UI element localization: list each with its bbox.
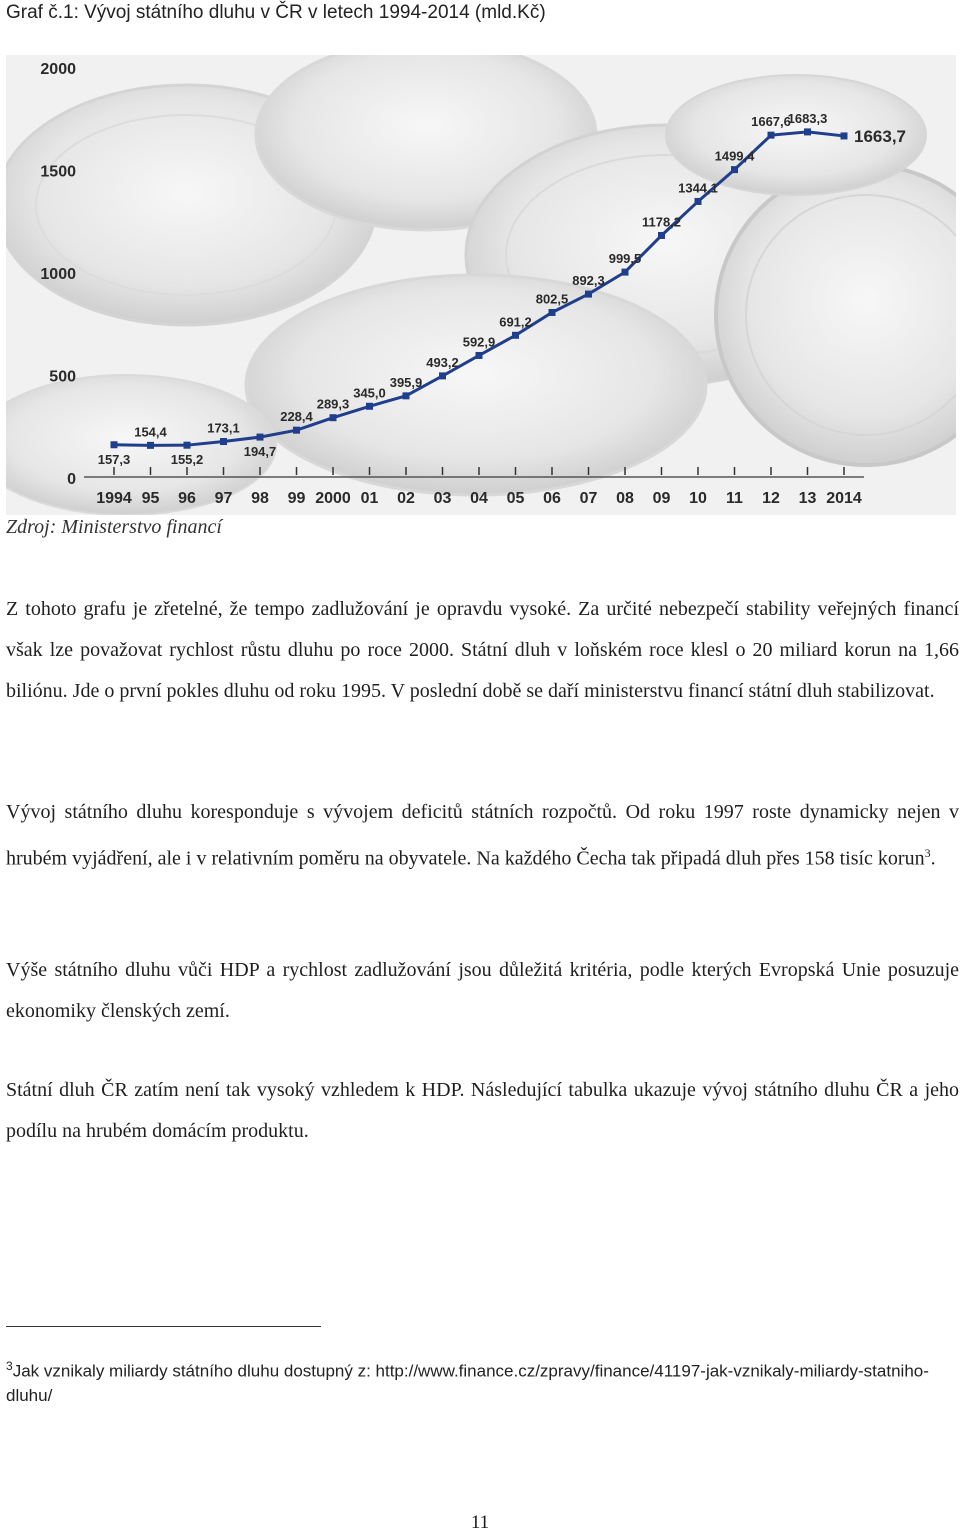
x-tick-label: 99	[287, 490, 306, 507]
debt-chart-svg	[6, 55, 956, 515]
data-point	[549, 309, 556, 316]
data-point	[512, 332, 519, 339]
footnote-text: Jak vznikaly miliardy státního dluhu dostupný z: http://www.finance.cz/zpravy/finance/41197-jak-vznikaly-miliardy-statniho-dluhu/	[6, 1361, 929, 1405]
data-point	[184, 442, 191, 449]
x-tick-label: 03	[433, 490, 452, 507]
page-number: 11	[470, 1512, 490, 1533]
data-label: 173,1	[207, 420, 240, 436]
y-tick-label: 0	[67, 471, 76, 488]
paragraph-3: Výše státního dluhu vůči HDP a rychlost zadlužování jsou důležitá kritéria, podle kterých Evropská Unie posuzuje ekonomiky členských zemí.	[6, 959, 959, 1022]
x-tick-label: 13	[798, 490, 817, 507]
x-tick-label: 11	[726, 490, 743, 507]
data-label: 802,5	[535, 291, 569, 307]
data-point	[293, 427, 300, 434]
x-tick-label: 06	[543, 490, 561, 507]
data-label: 157,3	[97, 451, 131, 467]
x-tick-label: 09	[652, 490, 671, 507]
y-tick-label: 1000	[40, 266, 76, 283]
data-point	[658, 232, 665, 239]
x-tick-label: 02	[397, 490, 415, 507]
data-point	[220, 438, 227, 445]
x-tick-label: 12	[762, 490, 780, 507]
data-label: 1667,6	[751, 114, 791, 130]
x-tick-label: 98	[251, 490, 269, 507]
data-point	[439, 372, 446, 379]
x-tick-label: 04	[470, 490, 488, 507]
data-label: 1663,7	[854, 126, 906, 146]
data-point	[147, 442, 154, 449]
footnote-reference[interactable]: 3	[924, 846, 931, 860]
data-label: 691,2	[499, 314, 532, 330]
figure-caption: Graf č.1: Vývoj státního dluhu v ČR v letech 1994-2014 (mld.Kč)	[6, 2, 546, 23]
data-label: 1344,1	[678, 180, 718, 196]
chart-source: Zdroj: Ministerstvo financí	[6, 516, 222, 538]
footnote-divider	[6, 1326, 321, 1327]
paragraph-2	[6, 792, 959, 880]
data-label: 228,4	[280, 409, 313, 425]
x-tick-label: 97	[214, 490, 233, 507]
data-point	[768, 132, 775, 139]
data-label: 1499,4	[714, 148, 755, 164]
data-point	[257, 434, 264, 441]
x-tick-label: 96	[178, 490, 196, 507]
x-tick-label: 07	[579, 490, 598, 507]
x-tick-label: 2000	[315, 490, 351, 507]
data-label: 999,5	[608, 251, 642, 267]
paragraph-2-text: Vývoj státního dluhu koresponduje s vývojem deficitů státních rozpočtů. Od roku 1997 roste dynamicky nejen v hrubém vyjádření, ale i v relativním poměru na obyvatele. Na každého Čecha tak připadá dluh přes 158 tisíc korun	[6, 801, 959, 870]
x-tick-label: 05	[506, 490, 525, 507]
data-label: 1683,3	[787, 110, 828, 126]
y-tick-label: 1500	[40, 163, 76, 181]
x-tick-label: 10	[689, 490, 707, 507]
y-tick-label: 500	[49, 368, 76, 386]
data-label: 289,3	[316, 396, 350, 412]
data-point	[366, 403, 373, 410]
data-label: 395,9	[389, 374, 423, 390]
x-tick-label: 1994	[96, 490, 132, 507]
data-label: 194,7	[243, 444, 277, 460]
data-label: 345,0	[353, 385, 386, 401]
data-point	[476, 352, 483, 359]
paragraph-2-end: .	[930, 847, 936, 870]
x-tick-label: 01	[360, 490, 379, 507]
paragraph-4: Státní dluh ČR zatím není tak vysoký vzhledem k HDP. Následující tabulka ukazuje vývoj státního dluhu ČR a jeho podílu na hrubém domácím produktu.	[6, 1079, 959, 1142]
data-label: 1178,2	[641, 214, 682, 230]
data-point	[622, 269, 629, 276]
footnote	[6, 1354, 959, 1408]
data-point	[695, 198, 702, 205]
data-label: 493,2	[426, 354, 459, 370]
debt-chart	[6, 55, 956, 515]
footnote-marker: 3	[6, 1359, 13, 1373]
data-label: 155,2	[170, 452, 204, 468]
data-point	[804, 128, 811, 135]
x-tick-label: 08	[616, 490, 634, 507]
data-point	[111, 441, 118, 448]
x-tick-label: 95	[141, 490, 160, 507]
data-label: 892,3	[572, 273, 605, 289]
data-label: 592,9	[462, 334, 496, 350]
x-tick-label: 2014	[826, 490, 862, 507]
data-point	[841, 132, 848, 139]
data-label: 154,4	[134, 424, 167, 440]
paragraph-1: Z tohoto grafu je zřetelné, že tempo zadlužování je opravdu vysoké. Za určité nebezpečí stability veřejných financí však lze považovat rychlost růstu dluhu po roce 2000. Státní dluh v loňském roce klesl o 20 miliard korun na 1,66 biliónu. Jde o první pokles dluhu od roku 1995. V poslední době se daří ministerstvu financí státní dluh stabilizovat.	[6, 598, 959, 702]
data-point	[403, 392, 410, 399]
y-tick-label: 2000	[40, 61, 76, 78]
data-point	[585, 291, 592, 298]
data-point	[330, 414, 337, 421]
data-point	[731, 166, 738, 173]
